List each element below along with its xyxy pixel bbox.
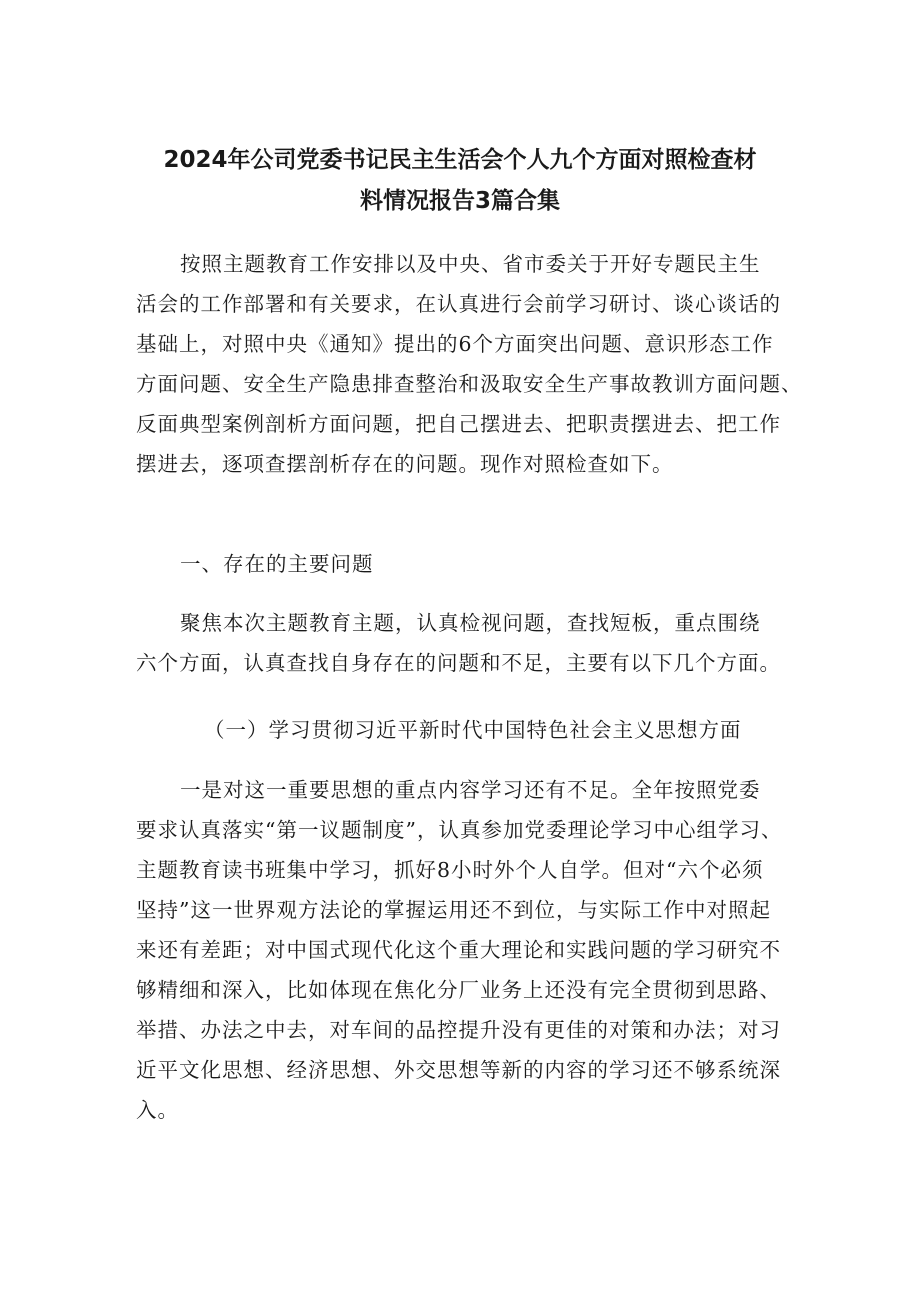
paragraph-line: 来还有差距；对中国式现代化这个重大理论和实践问题的学习研究不 [136,938,781,962]
paragraph-line: 举措、办法之中去，对车间的品控提升没有更佳的对策和办法；对习 [136,1018,781,1042]
subsection-heading-text: （一）学习贯彻习近平新时代中国特色社会主义思想方面 [204,718,742,742]
paragraph-line: 反面典型案例剖析方面问题，把自己摆进去、把职责摆进去、把工作 [136,412,781,436]
paragraph-line: 活会的工作部署和有关要求，在认真进行会前学习研讨、谈心谈话的 [136,292,781,316]
paragraph-line: 按照主题教育工作安排以及中央、省市委关于开好专题民主生 [180,252,761,276]
paragraph-line: 近平文化思想、经济思想、外交思想等新的内容的学习还不够系统深 [136,1058,781,1082]
paragraph-line: 聚焦本次主题教育主题，认真检视问题，查找短板，重点围绕 [180,611,761,635]
focus-paragraph [136,603,792,683]
subsection-heading [136,710,792,750]
section-heading [136,544,792,584]
title-line: 2024年公司党委书记民主生活会个人九个方面对照检查材 [163,147,757,173]
paragraph-line: 六个方面，认真查找自身存在的问题和不足，主要有以下几个方面。 [136,651,781,675]
paragraph-line: 主题教育读书班集中学习，抓好8小时外个人自学。但对“六个必须 [136,858,764,882]
paragraph-line: 要求认真落实“第一议题制度”，认真参加党委理论学习中心组学习、 [136,818,783,842]
study-paragraph [136,770,792,1130]
paragraph-line: 一是对这一重要思想的重点内容学习还有不足。全年按照党委 [180,778,761,802]
title-line: 料情况报告3篇合集 [359,188,560,214]
paragraph-line: 够精细和深入，比如体现在焦化分厂业务上还没有完全贯彻到思路、 [136,978,781,1002]
paragraph-line: 基础上，对照中央《通知》提出的6个方面突出问题、意识形态工作 [136,332,774,356]
paragraph-line: 摆进去，逐项查摆剖析存在的问题。现作对照检查如下。 [136,452,674,476]
intro-paragraph [136,244,803,484]
document-title [110,140,810,222]
paragraph-line: 方面问题、安全生产隐患排查整治和汲取安全生产事故教训方面问题、 [136,372,803,396]
paragraph-line: 坚持”这一世界观方法论的掌握运用还不到位，与实际工作中对照起 [136,898,771,922]
paragraph-line: 入。 [136,1098,179,1122]
section-heading-text: 一、存在的主要问题 [180,552,374,576]
